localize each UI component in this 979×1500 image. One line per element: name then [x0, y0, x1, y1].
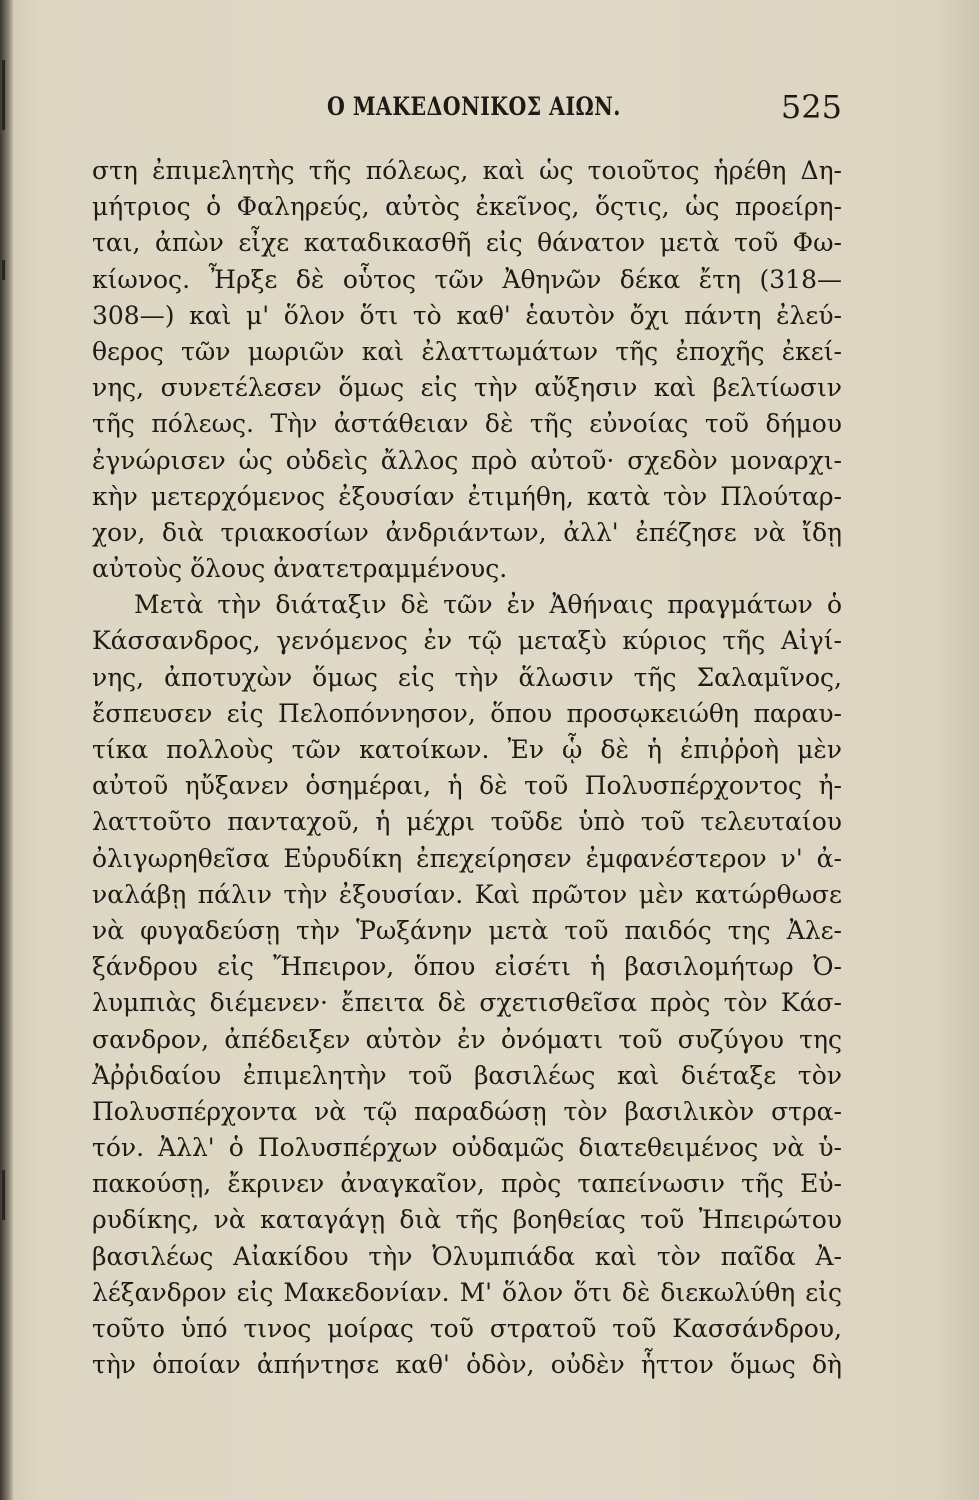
text-line: Κάσσανδρος, γενόμενος ἐν τῷ μεταξὺ κύριος τῆς Αἰγί-	[92, 626, 842, 656]
text-line: Ἀῤῥιδαίου ἐπιμελητὴν τοῦ βασιλέως καὶ διέταξε τὸν	[92, 1060, 842, 1090]
page-number: 525	[780, 88, 842, 126]
text-line: σανδρον, ἀπέδειξεν αὐτὸν ἐν ὀνόματι τοῦ συζύγου της	[92, 1024, 842, 1054]
text-line: αὐτοὺς ὅλους ἀνατετραμμένους.	[92, 554, 508, 584]
body-text	[92, 153, 842, 1383]
spine-shadow	[0, 0, 14, 1500]
text-line: μήτριος ὁ Φαληρεύς, αὐτὸς ἐκεῖνος, ὅςτις, ὡς προείρη-	[92, 192, 842, 222]
text-line: πακούσῃ, ἔκρινεν ἀναγκαῖον, πρὸς ταπείνωσιν τῆς Εὐ-	[92, 1169, 842, 1199]
running-title: Ο ΜΑΚΕΔΟΝΙΚΟΣ ΑΙΩΝ.	[327, 92, 621, 121]
text-line: αὐτοῦ ηὔξανεν ὁσημέραι, ἡ δὲ τοῦ Πολυσπέρχοντος ἠ-	[92, 771, 842, 801]
text-line: νης, συνετέλεσεν ὅμως εἰς τὴν αὔξησιν καὶ βελτίωσιν	[92, 373, 842, 403]
text-line: στη ἐπιμελητὴς τῆς πόλεως, καὶ ὡς τοιοῦτος ἡρέθη Δη-	[92, 156, 842, 185]
text-line: τίκα πολλοὺς τῶν κατοίκων. Ἐν ᾧ δὲ ἡ ἐπιῤῥοὴ μὲν	[92, 735, 842, 764]
spine-mark	[2, 260, 5, 280]
text-line: ξάνδρου εἰς Ἤπειρον, ὅπου εἰσέτι ἡ βασιλομήτωρ Ὀ-	[92, 952, 842, 982]
text-line: Μετὰ τὴν διάταξιν δὲ τῶν ἐν Ἀθήναις πραγμάτων ὁ	[134, 590, 842, 620]
text-line: βασιλέως Αἰακίδου τὴν Ὀλυμπιάδα καὶ τὸν παῖδα Ἀ-	[92, 1241, 842, 1271]
text-line: τῆς πόλεως. Τὴν ἀστάθειαν δὲ τῆς εὐνοίας τοῦ δήμου	[92, 409, 842, 439]
text-line: ἔσπευσεν εἰς Πελοπόννησον, ὅπου προσῳκειώθη παραυ-	[92, 698, 842, 728]
paragraph	[92, 587, 842, 1383]
text-line: λαττοῦτο πανταχοῦ, ἡ μέχρι τοῦδε ὑπὸ τοῦ τελευταίου	[92, 807, 842, 837]
spine-mark	[2, 1170, 5, 1220]
spine-mark	[2, 60, 5, 130]
text-line: νὰ φυγαδεύσῃ τὴν Ῥωξάνην μετὰ τοῦ παιδός της Ἀλε-	[92, 915, 842, 945]
text-line: κίωνος. Ἦρξε δὲ οὗτος τῶν Ἀθηνῶν δέκα ἔτη (318—	[92, 264, 842, 294]
text-line: 308—) καὶ μ' ὅλον ὅτι τὸ καθ' ἑαυτὸν ὄχι πάντη ἐλεύ-	[92, 300, 842, 330]
text-line: ναλάβῃ πάλιν τὴν ἐξουσίαν. Καὶ πρῶτον μὲν κατώρθωσε	[92, 879, 842, 909]
text-line: τὴν ὁποίαν ἀπήντησε καθ' ὁδὸν, οὐδὲν ἧττον ὅμως δὴ	[92, 1350, 842, 1380]
text-line: τόν. Ἀλλ' ὁ Πολυσπέρχων οὐδαμῶς διατεθειμένος νὰ ὑ-	[92, 1133, 842, 1163]
text-line: χον, διὰ τριακοσίων ἀνδριάντων, ἀλλ' ἐπέζησε νὰ ἴδῃ	[92, 517, 842, 547]
text-line: Πολυσπέρχοντα νὰ τῷ παραδώσῃ τὸν βασιλικὸν στρα-	[92, 1096, 842, 1126]
text-line: λυμπιὰς διέμενεν· ἔπειτα δὲ σχετισθεῖσα πρὸς τὸν Κάσ-	[92, 988, 842, 1018]
text-line: ὀλιγωρηθεῖσα Εὐρυδίκη ἐπεχείρησεν ἐμφανέστερον ν' ἀ-	[92, 843, 842, 873]
text-line: νης, ἀποτυχὼν ὅμως εἰς τὴν ἅλωσιν τῆς Σαλαμῖνος,	[92, 662, 842, 692]
text-line: ρυδίκης, νὰ καταγάγῃ διὰ τῆς βοηθείας τοῦ Ἠπειρώτου	[92, 1205, 842, 1235]
text-line: ἐγνώρισεν ὡς οὐδεὶς ἄλλος πρὸ αὐτοῦ· σχεδὸν μοναρχι-	[92, 445, 842, 475]
text-line: τοῦτο ὑπό τινος μοίρας τοῦ στρατοῦ τοῦ Κασσάνδρου,	[92, 1314, 842, 1343]
text-line: ται, ἀπὼν εἶχε καταδικασθῆ εἰς θάνατον μετὰ τοῦ Φω-	[92, 228, 842, 258]
text-line: λέξανδρον εἰς Μακεδονίαν. Μ' ὅλον ὅτι δὲ διεκωλύθη εἰς	[92, 1277, 842, 1307]
text-line: θερος τῶν μωριῶν καὶ ἐλαττωμάτων τῆς ἐποχῆς ἐκεί-	[92, 336, 842, 366]
paragraph	[92, 153, 842, 587]
text-line: κὴν μετερχόμενος ἐξουσίαν ἐτιμήθη, κατὰ τὸν Πλούταρ-	[92, 481, 842, 511]
page-header	[92, 88, 842, 132]
